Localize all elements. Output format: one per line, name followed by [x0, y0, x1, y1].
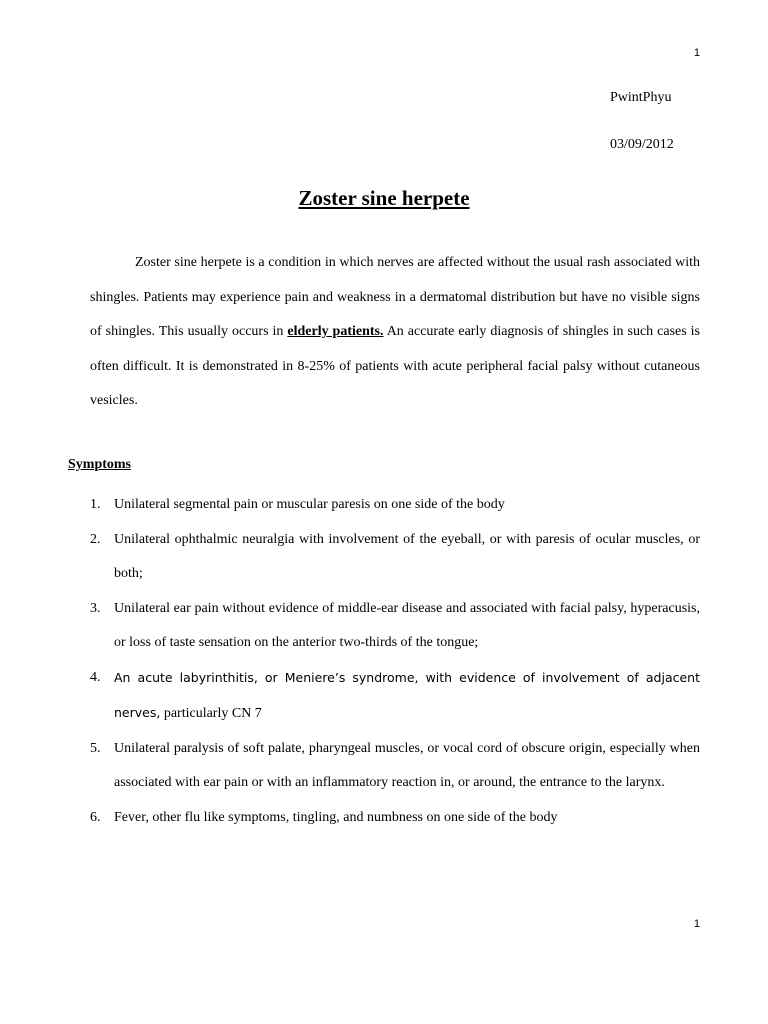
- list-item: [90, 488, 700, 523]
- intro-paragraph: [90, 246, 700, 419]
- list-item-number: 4.: [90, 669, 101, 685]
- document-date: 03/09/2012: [610, 137, 674, 152]
- list-item-number: 5.: [90, 740, 101, 756]
- list-item: [90, 732, 700, 801]
- list-item-text: particularly CN 7: [160, 706, 262, 721]
- list-item-text: Fever, other flu like symptoms, tingling, and numbness on one side of the body: [114, 809, 558, 825]
- list-item-number: 1.: [90, 497, 101, 512]
- list-item-number: 3.: [90, 600, 101, 616]
- page-number-bottom: 1: [693, 918, 700, 930]
- list-item-text: Unilateral ear pain without evidence of middle-ear disease and associated with facial palsy, hyperacusis, or loss of taste sensation on the anterior two-thirds of the tongue;: [114, 600, 700, 650]
- list-item-number: 6.: [90, 809, 101, 825]
- list-item-text: Unilateral paralysis of soft palate, pharyngeal muscles, or vocal cord of obscure origin, especially when associated with ear pain or with an inflammatory reaction in, or around, the entrance to the larynx.: [114, 740, 700, 790]
- intro-text-part2: An accurate early diagnosis of shingles in such cases is often difficult. It is demonstrated in 8-25% of patients with acute peripheral facial palsy without cutaneous vesicles.: [90, 324, 700, 408]
- symptoms-list: [90, 488, 700, 835]
- page-number-top: 1: [693, 47, 700, 59]
- intro-text-part1: Zoster sine herpete is a condition in which nerves are affected without the usual rash associated with shingles. Patients may experience pain and weakness in a dermatomal distribution but have no visible signs of shingles. This usually occurs in: [90, 255, 700, 339]
- document-title: Zoster sine herpete: [298, 186, 470, 210]
- author-name: PwintPhyu: [610, 90, 672, 105]
- list-item: [90, 592, 700, 661]
- intro-emphasis: elderly patients.: [287, 324, 384, 339]
- list-item: [90, 801, 700, 836]
- list-item-text: Unilateral ophthalmic neuralgia with involvement of the eyeball, or with paresis of ocular muscles, or both;: [114, 531, 700, 581]
- list-item-number: 2.: [90, 531, 101, 547]
- list-item: [90, 523, 700, 592]
- list-item-text-alt-font: An acute labyrinthitis, or Meniere’s syndrome, with evidence of involvement of adjacent nerves,: [114, 669, 700, 720]
- list-item-text: Unilateral segmental pain or muscular paresis on one side of the body: [114, 497, 505, 512]
- symptoms-heading: Symptoms: [68, 457, 132, 472]
- list-item: [90, 661, 700, 732]
